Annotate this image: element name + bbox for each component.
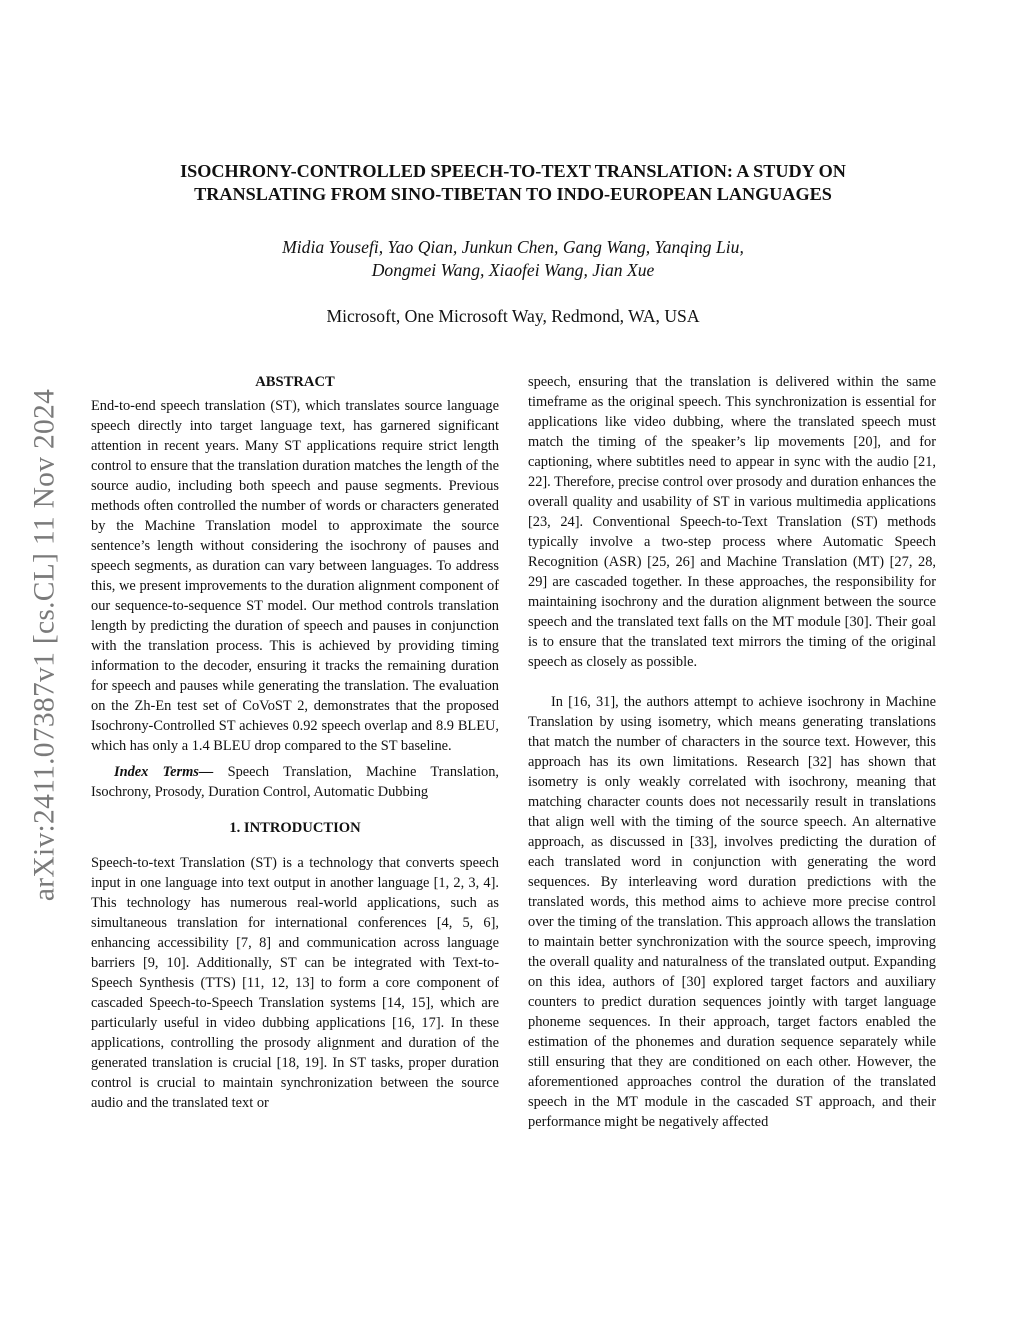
author-line-1: Midia Yousefi, Yao Qian, Junkun Chen, Gang Wang, Yanqing Liu, xyxy=(282,237,744,257)
index-terms-text: Speech Translation, Machine Translation, Isochrony, Prosody, Duration Control, Automatic Dubbing xyxy=(91,764,500,800)
abstract-text: End-to-end speech translation (ST), which translates source language speech directly into target language text, has garnered significant attention in recent years. Many ST applications require strict length control to ensure that the translation duration matches the length of the source audio, including both speech and pause segments. Previous methods often controlled the number of words or characters generated by the Machine Translation model to approximate the source sentence’s length without considering the isochrony of pauses and speech segments, as duration can vary between languages. To address this, we present improvements to the duration alignment component of our sequence-to-sequence ST model. Our method controls translation length by predicting the duration of speech and pauses in conjunction with the translation process. This is achieved by providing timing information to the decoder, ensuring it tracks the remaining duration for speech and pauses while generating the translation. The evaluation on the Zh-En test set of CoVoST 2, demonstrates that the proposed Isochrony-Controlled ST achieves 0.92 speech overlap and 8.9 BLEU, which has only a 1.4 BLEU drop compared to the ST baseline. xyxy=(91,398,499,754)
left-column xyxy=(91,372,499,1113)
title-line-1: ISOCHRONY-CONTROLLED SPEECH-TO-TEXT TRANSLATION: A STUDY ON xyxy=(180,161,846,181)
intro-paragraph-1: Speech-to-text Translation (ST) is a technology that converts speech input in one language into text output in another language [1, 2, 3, 4]. This technology has numerous real-world applications, such as simultaneous translation for international conferences [4, 5, 6], enhancing accessibility [7, 8] and communication across language barriers [9, 10]. Additionally, ST can be integrated with Text-to-Speech Synthesis (TTS) [11, 12, 13] to form a core component of cascaded Speech-to-Speech Translation systems [14, 15], which are particularly useful in video dubbing applications [16, 17]. In these applications, controlling the prosody alignment and duration of the generated translation is crucial [18, 19]. In ST tasks, proper duration control is crucial to maintain synchronization between the source audio and the translated text or xyxy=(91,855,499,1111)
author-list xyxy=(90,236,936,282)
index-terms-label: Index Terms— xyxy=(114,764,214,780)
arxiv-sidebar xyxy=(30,350,60,940)
abstract-heading: ABSTRACT xyxy=(255,374,335,390)
author-line-2: Dongmei Wang, Xiaofei Wang, Jian Xue xyxy=(371,260,655,280)
right-column xyxy=(528,372,936,1132)
intro-paragraph-2: In [16, 31], the authors attempt to achieve isochrony in Machine Translation by using isometry, which means generating translations that match the number of characters in the source text. However, this approach has its own limitations. Research [32] has shown that isometry is only weakly correlated with isochrony, meaning that matching character counts does not necessarily result in translations that align well with the timing of the source speech. An alternative approach, as discussed in [33], involves predicting the duration of each translated word in conjunction with generating the word sequences. By interleaving word duration predictions with the translated words, this method aims to achieve more precise control over the timing of the translation. This approach allows the translation to maintain better synchronization with the source speech, improving the overall quality and naturalness of the translated output. Expanding on this idea, authors of [30] explored target factors and auxiliary counters to predict duration sequences jointly with target language phoneme sequences. In their approach, target factors enabled the estimation of the phonemes and duration sequence separately while still ensuring that they are conditioned on each other. However, the aforementioned approaches control the duration of the translated speech in the MT module in the cascaded ST approach, and their performance might be negatively affected xyxy=(528,694,936,1130)
arxiv-identifier: arXiv:2411.07387v1 [cs.CL] 11 Nov 2024 xyxy=(28,388,61,902)
title-line-2: TRANSLATING FROM SINO-TIBETAN TO INDO-EUROPEAN LANGUAGES xyxy=(194,184,832,204)
index-terms xyxy=(91,762,499,802)
affiliation: Microsoft, One Microsoft Way, Redmond, WA, USA xyxy=(326,306,700,326)
introduction-heading: 1. INTRODUCTION xyxy=(229,820,361,836)
paper-title xyxy=(90,160,936,206)
intro-paragraph-1-continued: speech, ensuring that the translation is delivered within the same timeframe as the original speech. This synchronization is essential for applications like video dubbing, where the translated speech must match the timing of the speaker’s lip movements [20], and for captioning, where subtitles need to appear in sync with the audio [21, 22]. Therefore, precise control over prosody and duration enhances the overall quality and usability of ST in various multimedia applications [23, 24]. Conventional Speech-to-Text Translation (ST) methods typically involve a two-step process where Automatic Speech Recognition (ASR) [25, 26] and Machine Translation (MT) [27, 28, 29] are cascaded together. In these approaches, the responsibility for maintaining isochrony and the duration alignment between the source speech and the translated text falls on the MT module [30]. Their goal is to ensure that the translated text mirrors the timing of the original speech as closely as possible. xyxy=(528,374,936,670)
